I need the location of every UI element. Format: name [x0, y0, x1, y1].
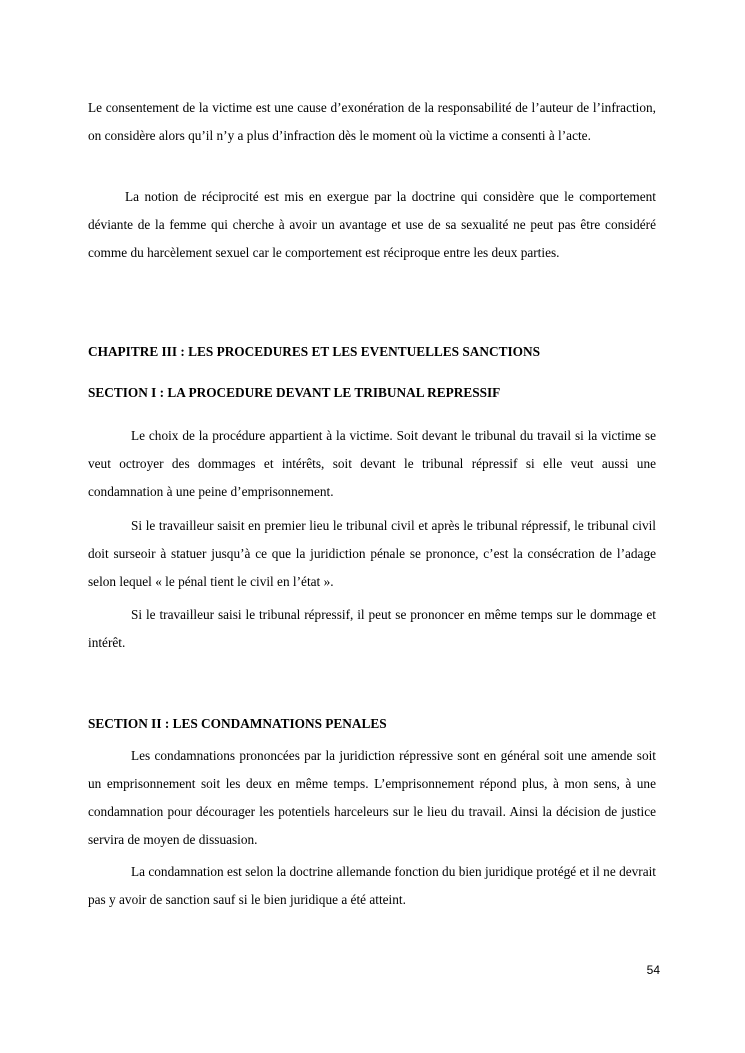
paragraph-choix-procedure: Le choix de la procédure appartient à la victime. Soit devant le tribunal du travail si la victime se veut octroyer des dommages et intérêts, soit devant le tribunal répressif si elle veut aussi une condamnation à une peine d’emprisonnement.: [88, 428, 656, 499]
section-1-heading: SECTION I : LA PROCEDURE DEVANT LE TRIBUNAL REPRESSIF: [88, 385, 501, 400]
paragraph-tribunal-civil: Si le travailleur saisit en premier lieu le tribunal civil et après le tribunal répressif, le tribunal civil doit surseoir à statuer jusqu’à ce que la juridiction pénale se prononce, c’est la consécration de l’adage selon lequel « le pénal tient le civil en l’état ».: [88, 518, 656, 589]
paragraph-doctrine-allemande: La condamnation est selon la doctrine allemande fonction du bien juridique protégé et il ne devrait pas y avoir de sanction sauf si le bien juridique a été atteint.: [88, 864, 656, 907]
section-2-heading: SECTION II : LES CONDAMNATIONS PENALES: [88, 716, 387, 731]
paragraph-reciprocite: La notion de réciprocité est mis en exergue par la doctrine qui considère que le comportement déviante de la femme qui cherche à avoir un avantage et use de sa sexualité ne peut pas être considéré comme du harcèlement sexuel car le comportement est réciproque entre les deux parties.: [88, 189, 656, 260]
chapter-heading: CHAPITRE III : LES PROCEDURES ET LES EVENTUELLES SANCTIONS: [88, 344, 540, 359]
page-number: 54: [646, 963, 660, 977]
paragraph-tribunal-repressif: Si le travailleur saisi le tribunal répressif, il peut se prononcer en même temps sur le dommage et intérêt.: [88, 607, 656, 650]
paragraph-consentement: Le consentement de la victime est une cause d’exonération de la responsabilité de l’auteur de l’infraction, on considère alors qu’il n’y a plus d’infraction dès le moment où la victime a consenti à l’acte.: [88, 100, 656, 143]
paragraph-condamnations: Les condamnations prononcées par la juridiction répressive sont en général soit une amende soit un emprisonnement soit les deux en même temps. L’emprisonnement répond plus, à mon sens, à une condamnation pour décourager les potentiels harceleurs sur le lieu du travail. Ainsi la décision de justice servira de moyen de dissuasion.: [88, 748, 656, 847]
